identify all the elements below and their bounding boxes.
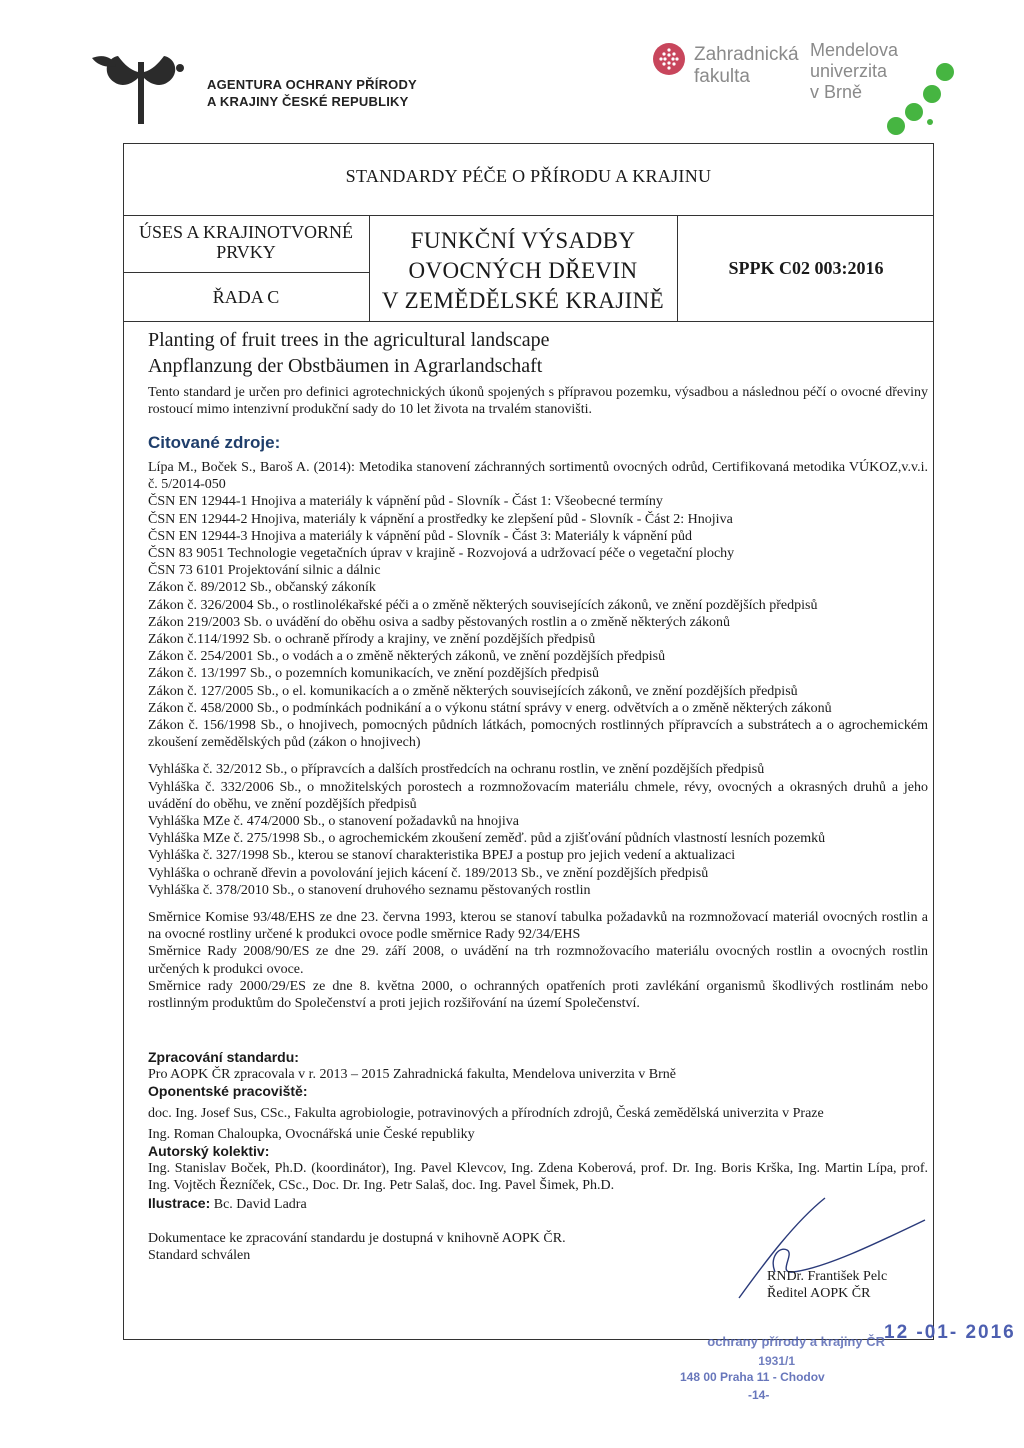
- source-item: ČSN EN 12944-2 Hnojiva, materiály k vápnění a prostředky ke zlepšení půd - Slovník - Část 2: Hnojiva: [148, 511, 733, 527]
- source-item: Lípa M., Boček S., Baroš A. (2014): Metodika stanovení záchranných sortimentů ovocných odrůd, Certifikovaná metodika VÚKOZ,v.v.i. č. 5/2014-050: [148, 460, 928, 493]
- intro-description: Tento standard je určen pro definici agrotechnických úkonů spojených s přípravou pozemku, výsadbou a následnou péčí o ovocné dřeviny rostoucí mimo intenzivní produkční sady do 10 let života na trvalém stanovišti.: [148, 385, 928, 418]
- agency-name: [207, 76, 417, 110]
- sources-list: [148, 459, 928, 1012]
- source-item: Vyhláška č. 378/2010 Sb., o stanovení druhového seznamu pěstovaných rostlin: [148, 882, 591, 898]
- source-item: Zákon 219/2003 Sb. o uvádění do oběhu osiva a sadby pěstovaných rostlin a o změně některých zákonů: [148, 614, 731, 630]
- reviewer-1: doc. Ing. Josef Sus, CSc., Fakulta agrobiologie, potravinových a přírodních zdrojů, Česká zemědělská univerzita v Praze: [148, 1105, 824, 1121]
- source-item: Vyhláška MZe č. 275/1998 Sb., o agrochemickém zkoušení zeměď. půd a zjišťování půdních vlastností lesních pozemků: [148, 831, 826, 847]
- university-dots-icon: [850, 56, 960, 146]
- frame-divider: [123, 321, 934, 322]
- source-item: Vyhláška č. 332/2006 Sb., o množitelských porostech a rozmnožovacím materiálu chmele, révy, ovocných a okrasných druhů a jeho uvádění do oběhu, ve znění pozdějších předpisů: [148, 779, 928, 812]
- processing-label: Zpracování standardu:: [148, 1049, 299, 1065]
- source-item: Vyhláška o ochraně dřevin a povolování jejich kácení č. 189/2013 Sb., ve znění pozdějších předpisů: [148, 865, 709, 881]
- source-item: ČSN EN 12944-3 Hnojiva a materiály k vápnění půd - Slovník - Část 3: Materiály k vápnění půd: [148, 528, 692, 544]
- stamp-line1: ochrany přírody a krajiny ČR: [707, 1334, 885, 1349]
- source-item: ČSN EN 12944-1 Hnojiva a materiály k vápnění půd - Slovník - Část 1: Všeobecné termíny: [148, 494, 663, 510]
- university-name-line1: Mendelova: [810, 40, 899, 60]
- source-item: Zákon č. 326/2004 Sb., o rostlinolékařské péči a o změně některých souvisejících zákonů, ve znění pozdějších předpisů: [148, 597, 818, 613]
- standard-title-line3: V ZEMĚDĚLSKÉ KRAJINĚ: [381, 288, 665, 313]
- title-german: Anpflanzung der Obstbäumen in Agrarlandschaft: [148, 355, 543, 377]
- standard-title-line2: OVOCNÝCH DŘEVIN: [408, 258, 638, 283]
- stamp-line3: 148 00 Praha 11 - Chodov: [680, 1370, 825, 1384]
- standard-title: [369, 226, 677, 316]
- signatory-name: RNDr. František Pelc: [767, 1269, 888, 1284]
- sources-heading: Citované zdroje:: [148, 433, 281, 452]
- agency-name-line1: AGENTURA OCHRANY PŘÍRODY: [207, 77, 417, 92]
- stamp-line2: 1931/1: [758, 1354, 795, 1368]
- signatory-title: Ředitel AOPK ČR: [767, 1286, 871, 1301]
- university-name-line2: univerzita: [810, 61, 888, 81]
- source-item: Zákon č. 89/2012 Sb., občanský zákoník: [148, 580, 376, 596]
- aopk-logo-icon: [88, 48, 198, 126]
- source-item: Zákon č.114/1992 Sb. o ochraně přírody a krajiny, ve znění pozdějších předpisů: [148, 632, 596, 648]
- source-item: Zákon č. 13/1997 Sb., o pozemních komunikacích, ve znění pozdějších předpisů: [148, 666, 600, 682]
- processing-block: [148, 1049, 928, 1213]
- faculty-logo-icon: [652, 42, 686, 76]
- authors-text: Ing. Stanislav Boček, Ph.D. (koordinátor), Ing. Pavel Klevcov, Ing. Zdena Koberová, prof. Dr. Ing. Boris Krška, Ing. Martin Lípa, prof. Ing. Vojtěch Řezníček, CSc., Doc. Dr. Ing. Petr Salaš, doc. Ing. Pavel Šimek, Ph.D.: [148, 1161, 928, 1194]
- source-item: Zákon č. 254/2001 Sb., o vodách a o změně některých zákonů, ve znění pozdějších předpisů: [148, 649, 666, 665]
- standard-code: SPPK C02 003:2016: [728, 258, 884, 278]
- source-item: Vyhláška č. 32/2012 Sb., o přípravcích a dalších prostředcích na ochranu rostlin, ve znění pozdějších předpisů: [148, 762, 765, 778]
- reviewers-label: Oponentské pracoviště:: [148, 1083, 308, 1100]
- stamp-line4: -14-: [748, 1388, 770, 1402]
- authors-label: Autorský kolektiv:: [148, 1143, 270, 1160]
- category-line2: PRVKY: [216, 242, 276, 262]
- faculty-name-line1: Zahradnická: [694, 44, 799, 65]
- processing-text: Pro AOPK ČR zpracovala v r. 2013 – 2015 Zahradnická fakulta, Mendelova univerzita v Brně: [148, 1067, 676, 1083]
- illustration-text: Bc. David Ladra: [213, 1196, 307, 1212]
- source-item: Zákon č. 127/2005 Sb., o el. komunikacích a o změně některých souvisejících zákonů, ve znění pozdějších předpisů: [148, 683, 798, 699]
- documentation-note: Dokumentace ke zpracování standardu je dostupná v knihovně AOPK ČR.: [148, 1231, 566, 1246]
- standard-title-line1: FUNKČNÍ VÝSADBY: [410, 228, 636, 253]
- category-line1: ÚSES A KRAJINOTVORNÉ: [138, 222, 354, 242]
- source-item: Zákon č. 458/2000 Sb., o podmínkách podnikání a o výkonu státní správy v energ. odvětvích a o změně některých zákonů: [148, 700, 832, 716]
- reviewer-2: Ing. Roman Chaloupka, Ovocnářská unie České republiky: [148, 1126, 475, 1142]
- faculty-name-line2: fakulta: [694, 66, 750, 87]
- frame-divider: [123, 272, 369, 273]
- stamp-date: 12 -01- 2016: [884, 1322, 1016, 1343]
- source-item: Vyhláška č. 327/1998 Sb., kterou se stanoví charakteristika BPEJ a postup pro jejich vedení a aktualizaci: [148, 848, 736, 864]
- university-name-line3: v Brně: [810, 82, 863, 102]
- faculty-name: [694, 44, 799, 88]
- source-item: Směrnice rady 2000/29/ES ze dne 8. května 2000, o ochranných opatřeních proti zavlékání organismů škodlivých rostlinám nebo rostlinným produktům do Společenství a proti jejich rozšiřování na území Společenství.: [148, 978, 928, 1012]
- agency-name-line2: A KRAJINY ČESKÉ REPUBLIKY: [207, 94, 409, 109]
- title-english: Planting of fruit trees in the agricultural landscape: [148, 329, 550, 351]
- source-item: ČSN 83 9051 Technologie vegetačních úprav v krajině - Rozvojová a udržovací péče o vegetační plochy: [148, 546, 735, 562]
- source-item: Směrnice Rady 2008/90/ES ze dne 29. září 2008, o uvádění na trh rozmnožovacího materiálu ovocných rostlin a ovocných rostlin určených k produkci ovoce.: [148, 944, 928, 977]
- series-title: STANDARDY PÉČE O PŘÍRODU A KRAJINU: [345, 166, 712, 186]
- source-item: ČSN 73 6101 Projektování silnic a dálnic: [148, 563, 381, 579]
- approval-note: Standard schválen: [148, 1248, 251, 1264]
- source-item: Zákon č. 156/1998 Sb., o hnojivech, pomocných půdních látkách, pomocných rostlinných přípravcích a substrátech a o agrochemickém zkoušení zemědělských půd (zákon o hnojivech): [148, 718, 928, 751]
- source-item: Směrnice Komise 93/48/EHS ze dne 23. června 1993, kterou se stanoví tabulka požadavků na rozmnožovací materiál ovocných rostlin a na ovocné rostliny určené k produkci ovoce podle směrnice Rady 92/34/EHS: [148, 910, 928, 943]
- signatory: [767, 1268, 887, 1302]
- source-item: Vyhláška MZe č. 474/2000 Sb., o stanovení požadavků na hnojiva: [148, 814, 519, 830]
- series-label: ŘADA C: [212, 287, 280, 307]
- illustration-label: Ilustrace:: [148, 1194, 211, 1211]
- frame-divider: [123, 215, 934, 216]
- category-label: [123, 222, 369, 262]
